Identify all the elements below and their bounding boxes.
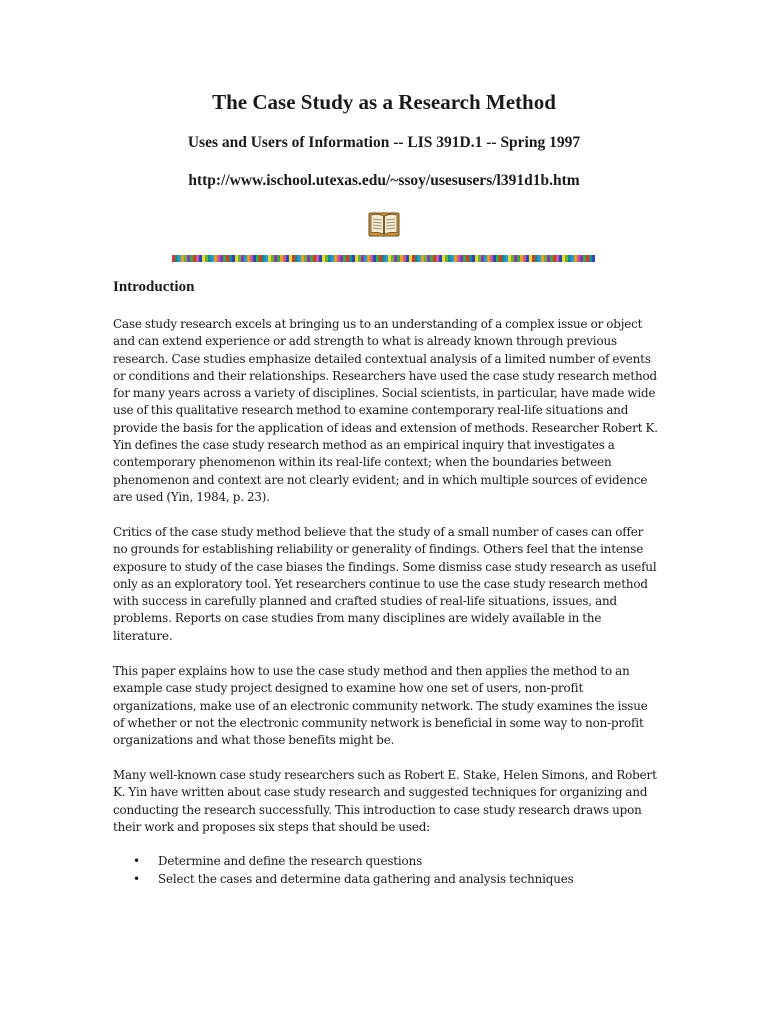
course-subtitle: Uses and Users of Information -- LIS 391D.1 -- Spring 1997 (187, 134, 581, 151)
divider-stripe (568, 255, 571, 262)
divider-stripe (355, 255, 358, 262)
divider-stripe (385, 255, 388, 262)
divider-stripe (187, 255, 190, 262)
divider-stripe (412, 255, 415, 262)
bullet-icon: • (133, 854, 140, 868)
divider-stripe (277, 255, 280, 262)
divider-stripe (301, 255, 304, 262)
divider-stripe (589, 255, 592, 262)
divider-stripe (463, 255, 466, 262)
divider-stripe (376, 255, 379, 262)
divider-stripe (379, 255, 382, 262)
divider-stripe (205, 255, 208, 262)
paragraph-1: Case study research excels at bringing us to an understanding of a complex issue or object and can extend experience or add strength to what is already known through previous research. Case studies emphasize detailed contextual analysis of a limited number of events or conditions and their relationships. Researchers have used the case study research method for many years across a variety of disciplines. Social scientists, in particular, have made wide use of this qualitative research method to examine contemporary real-life situations and provide the basis for the application of ideas and extension of methods. Researcher Robert K. Yin defines the case study research method as an empirical inquiry that investigates a contemporary phenomenon within its real-life context; when the boundaries between phenomenon and context are not clearly evident; and in which multiple sources of evidence are used (Yin, 1984, p. 23). (113, 317, 658, 504)
divider-stripe (493, 255, 496, 262)
divider-stripe (298, 255, 301, 262)
divider-stripe (583, 255, 586, 262)
divider-stripe (400, 255, 403, 262)
divider-stripe (307, 255, 310, 262)
divider-stripe (295, 255, 298, 262)
divider-stripe (223, 255, 226, 262)
divider-stripe (433, 255, 436, 262)
divider-stripe (241, 255, 244, 262)
divider-stripe (310, 255, 313, 262)
divider-stripe (358, 255, 361, 262)
divider-stripe (184, 255, 187, 262)
list-item-text: Determine and define the research questions (158, 854, 423, 868)
rainbow-divider (172, 255, 596, 262)
divider-stripe (319, 255, 322, 262)
divider-stripe (388, 255, 391, 262)
divider-stripe (406, 255, 409, 262)
divider-stripe (496, 255, 499, 262)
source-url: http://www.ischool.utexas.edu/~ssoy/usesusers/l391d1b.htm (188, 172, 580, 189)
list-item-text: Select the cases and determine data gathering and analysis techniques (158, 871, 574, 886)
divider-stripe (316, 255, 319, 262)
divider-stripe (523, 255, 526, 262)
divider-stripe (421, 255, 424, 262)
divider-stripe (511, 255, 514, 262)
divider-stripe (325, 255, 328, 262)
divider-stripe (334, 255, 337, 262)
divider-stripe (304, 255, 307, 262)
open-book-icon (368, 210, 400, 238)
divider-stripe (409, 255, 412, 262)
divider-stripe (217, 255, 220, 262)
divider-stripe (394, 255, 397, 262)
divider-stripe (550, 255, 553, 262)
list-item (113, 871, 658, 889)
divider-stripe (484, 255, 487, 262)
divider-stripe (457, 255, 460, 262)
divider-stripe (274, 255, 277, 262)
divider-stripe (514, 255, 517, 262)
divider-stripe (229, 255, 232, 262)
divider-stripe (574, 255, 577, 262)
divider-stripe (370, 255, 373, 262)
divider-stripe (259, 255, 262, 262)
divider-stripe (211, 255, 214, 262)
divider-stripe (478, 255, 481, 262)
steps-list (113, 853, 658, 889)
divider-stripe (505, 255, 508, 262)
divider-stripe (535, 255, 538, 262)
divider-stripe (451, 255, 454, 262)
divider-stripe (331, 255, 334, 262)
divider-stripe (181, 255, 184, 262)
divider-stripe (562, 255, 565, 262)
divider-stripe (403, 255, 406, 262)
divider-stripe (244, 255, 247, 262)
divider-stripe (520, 255, 523, 262)
divider-stripe (487, 255, 490, 262)
divider-stripe (553, 255, 556, 262)
divider-stripe (439, 255, 442, 262)
divider-stripe (256, 255, 259, 262)
divider-stripe (397, 255, 400, 262)
divider-stripe (580, 255, 583, 262)
divider-stripe (289, 255, 292, 262)
divider-stripe (382, 255, 385, 262)
divider-stripe (214, 255, 217, 262)
divider-stripe (469, 255, 472, 262)
divider-stripe (322, 255, 325, 262)
list-item (113, 853, 658, 871)
divider-stripe (346, 255, 349, 262)
divider-stripe (499, 255, 502, 262)
divider-stripe (235, 255, 238, 262)
divider-stripe (328, 255, 331, 262)
divider-stripe (193, 255, 196, 262)
divider-stripe (415, 255, 418, 262)
divider-stripe (556, 255, 559, 262)
divider-stripe (445, 255, 448, 262)
divider-stripe (577, 255, 580, 262)
divider-stripe (526, 255, 529, 262)
divider-stripe (538, 255, 541, 262)
divider-stripe (262, 255, 265, 262)
divider-stripe (418, 255, 421, 262)
divider-stripe (391, 255, 394, 262)
divider-stripe (517, 255, 520, 262)
divider-stripe (454, 255, 457, 262)
divider-stripe (265, 255, 268, 262)
divider-stripe (250, 255, 253, 262)
divider-stripe (460, 255, 463, 262)
divider-stripe (253, 255, 256, 262)
divider-stripe (481, 255, 484, 262)
divider-stripe (424, 255, 427, 262)
paragraph-2: Critics of the case study method believe that the study of a small number of cases can offer no grounds for establishing reliability or generality of findings. Others feel that the intense exposure to study of the case biases the findings. Some dismiss case study research as useful only as an exploratory tool. Yet researchers continue to use the case study research method with success in carefully planned and crafted studies of real-life situations, issues, and problems. Reports on case studies from many disciplines are widely available in the literature. (113, 525, 657, 643)
divider-stripe (373, 255, 376, 262)
divider-stripe (508, 255, 511, 262)
divider-stripe (427, 255, 430, 262)
divider-stripe (442, 255, 445, 262)
divider-stripe (232, 255, 235, 262)
divider-stripe (541, 255, 544, 262)
divider-stripe (343, 255, 346, 262)
divider-stripe (559, 255, 562, 262)
divider-stripe (313, 255, 316, 262)
divider-stripe (268, 255, 271, 262)
divider-stripe (565, 255, 568, 262)
divider-stripe (466, 255, 469, 262)
section-heading-introduction: Introduction (113, 279, 195, 295)
divider-stripe (175, 255, 178, 262)
divider-stripe (337, 255, 340, 262)
divider-stripe (202, 255, 205, 262)
divider-stripe (436, 255, 439, 262)
divider-stripe (532, 255, 535, 262)
divider-stripe (502, 255, 505, 262)
divider-stripe (472, 255, 475, 262)
paragraph-3: This paper explains how to use the case study method and then applies the method to an example case study project designed to examine how one set of users, non-profit organizations, make use of an electronic community network. The study examines the issue of whether or not the electronic community network is beneficial in some way to non-profit organizations and what those benefits might be. (113, 664, 648, 748)
divider-stripe (352, 255, 355, 262)
divider-stripe (283, 255, 286, 262)
divider-stripe (547, 255, 550, 262)
paragraph-4: Many well-known case study researchers such as Robert E. Stake, Helen Simons, and Robert K. Yin have written about case study research and suggested techniques for organizing and conducting the research successfully. This introduction to case study research draws upon their work and proposes six steps that should be used: (113, 768, 657, 834)
divider-stripe (208, 255, 211, 262)
divider-stripe (178, 255, 181, 262)
divider-stripe (220, 255, 223, 262)
divider-stripe (490, 255, 493, 262)
divider-stripe (529, 255, 532, 262)
divider-stripe (280, 255, 283, 262)
divider-stripe (286, 255, 289, 262)
divider-stripe (196, 255, 199, 262)
bullet-icon: • (133, 871, 140, 886)
divider-stripe (349, 255, 352, 262)
divider-stripe (592, 255, 595, 262)
divider-stripe (271, 255, 274, 262)
divider-stripe (586, 255, 589, 262)
divider-stripe (172, 255, 175, 262)
divider-stripe (361, 255, 364, 262)
divider-stripe (571, 255, 574, 262)
divider-stripe (247, 255, 250, 262)
page-title: The Case Study as a Research Method (212, 90, 556, 114)
divider-stripe (340, 255, 343, 262)
divider-stripe (292, 255, 295, 262)
divider-stripe (226, 255, 229, 262)
divider-stripe (238, 255, 241, 262)
divider-stripe (199, 255, 202, 262)
divider-stripe (448, 255, 451, 262)
divider-stripe (364, 255, 367, 262)
divider-stripe (367, 255, 370, 262)
divider-stripe (430, 255, 433, 262)
divider-stripe (544, 255, 547, 262)
divider-stripe (190, 255, 193, 262)
divider-stripe (475, 255, 478, 262)
